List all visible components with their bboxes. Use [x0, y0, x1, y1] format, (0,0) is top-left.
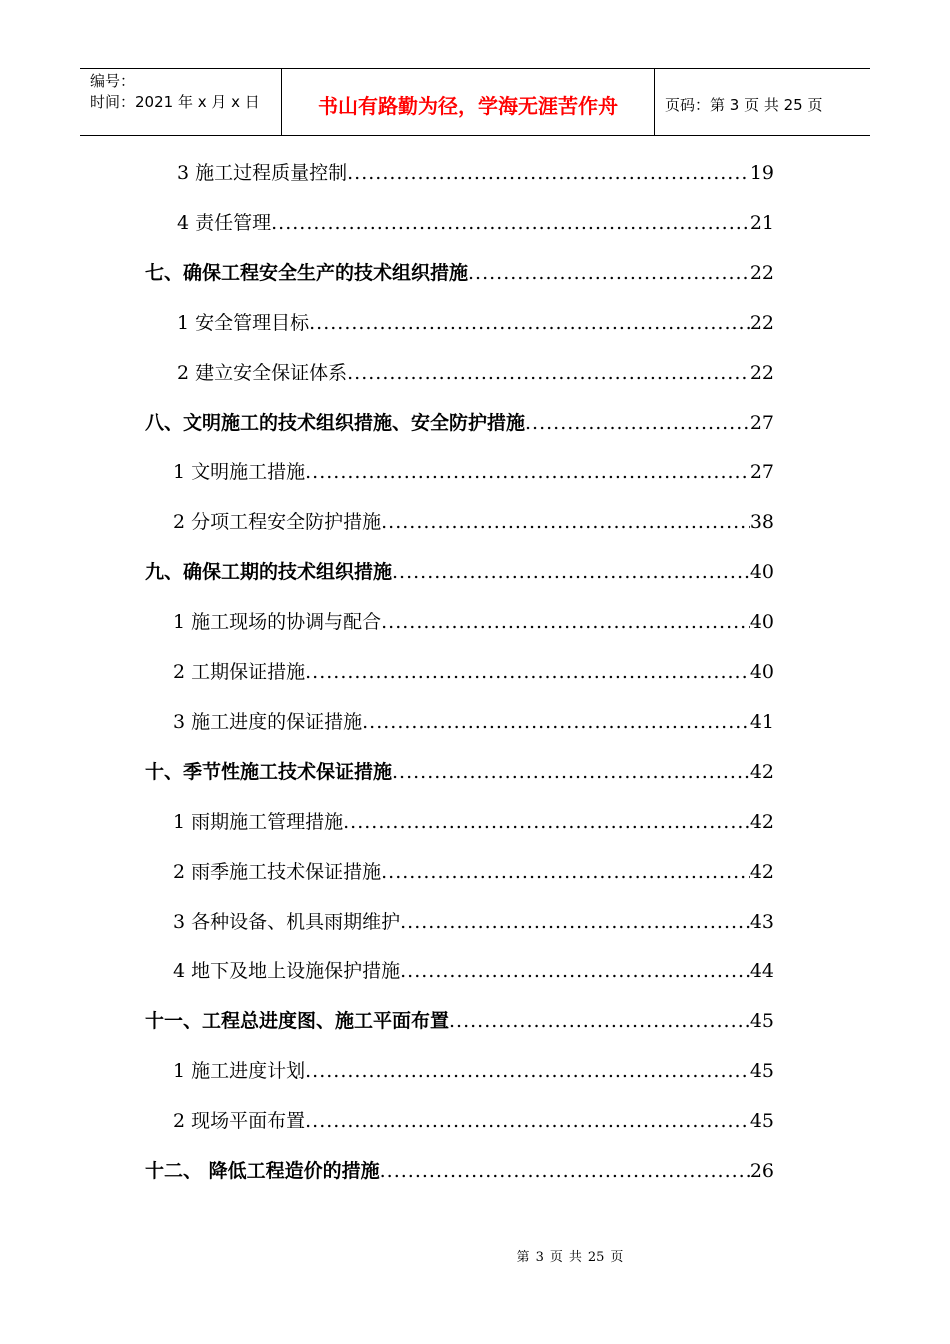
toc-entry-title: 2 工期保证措施 [173, 661, 306, 683]
toc-section-entry[interactable] [173, 657, 774, 687]
toc-entry-title: 4 地下及地上设施保护措施 [173, 960, 401, 982]
page-header [80, 68, 870, 136]
toc-dot-leader [449, 1006, 750, 1036]
toc-dot-leader [362, 707, 750, 737]
toc-chapter-entry[interactable] [145, 1156, 774, 1186]
header-meta [80, 69, 282, 135]
toc-dot-leader [271, 208, 750, 238]
toc-dot-leader [381, 857, 750, 887]
toc-entry-title: 1 安全管理目标 [177, 312, 310, 334]
toc-section-entry[interactable] [177, 308, 774, 338]
toc-entry-page-number: 22 [749, 312, 774, 334]
toc-section-entry[interactable] [173, 807, 774, 837]
toc-dot-leader [381, 507, 750, 537]
toc-entry-page-number: 22 [749, 362, 774, 384]
toc-entry-title: 3 施工过程质量控制 [177, 162, 348, 184]
toc-chapter-entry[interactable] [145, 757, 774, 787]
toc-entry-page-number: 40 [749, 561, 774, 583]
toc-dot-leader [309, 308, 750, 338]
toc-entry-page-number: 42 [749, 761, 774, 783]
footer-total-pages: 25 [587, 1250, 605, 1265]
toc-dot-leader [525, 408, 750, 438]
toc-chapter-entry[interactable] [145, 1006, 774, 1036]
toc-entry-title: 2 现场平面布置 [173, 1110, 306, 1132]
header-page-info: 页码：第 3 页 共 25 页 [665, 95, 823, 114]
toc-entry-title: 2 雨季施工技术保证措施 [173, 861, 382, 883]
toc-entry-page-number: 19 [749, 162, 774, 184]
toc-entry-page-number: 27 [749, 461, 774, 483]
toc-dot-leader [305, 1106, 750, 1136]
date-label: 时间：2021 年 x 月 x 日 [90, 93, 260, 111]
footer-ye-2: 页 [610, 1250, 624, 1265]
toc-section-entry[interactable] [173, 507, 774, 537]
toc-entry-title: 1 施工进度计划 [173, 1060, 306, 1082]
toc-entry-page-number: 26 [749, 1160, 774, 1182]
toc-section-entry[interactable] [173, 607, 774, 637]
toc-entry-page-number: 45 [749, 1110, 774, 1132]
toc-entry-page-number: 40 [749, 661, 774, 683]
toc-dot-leader [381, 607, 750, 637]
toc-entry-page-number: 22 [749, 262, 774, 284]
toc-chapter-entry[interactable] [145, 258, 774, 288]
toc-section-entry[interactable] [173, 857, 774, 887]
toc-entry-page-number: 45 [749, 1060, 774, 1082]
toc-entry-page-number: 43 [749, 911, 774, 933]
toc-section-entry[interactable] [177, 158, 774, 188]
toc-section-entry[interactable] [177, 358, 774, 388]
toc-entry-title: 4 责任管理 [177, 212, 272, 234]
toc-entry-page-number: 45 [749, 1010, 774, 1032]
footer-gong: 共 [568, 1250, 582, 1265]
toc-section-entry[interactable] [173, 907, 774, 937]
toc-entry-title: 2 建立安全保证体系 [177, 362, 348, 384]
toc-entry-title: 十一、工程总进度图、施工平面布置 [145, 1010, 450, 1032]
number-label: 编号： [90, 72, 136, 90]
toc-dot-leader [305, 1056, 750, 1086]
toc-dot-leader [392, 757, 750, 787]
toc-dot-leader [380, 1156, 750, 1186]
toc-dot-leader [343, 807, 750, 837]
toc-dot-leader [400, 907, 750, 937]
toc-dot-leader [392, 557, 750, 587]
toc-entry-title: 1 雨期施工管理措施 [173, 811, 344, 833]
toc-entry-title: 九、确保工期的技术组织措施 [145, 561, 393, 583]
toc-dot-leader [400, 956, 750, 986]
toc-dot-leader [468, 258, 750, 288]
toc-entry-page-number: 40 [749, 611, 774, 633]
toc-dot-leader [347, 358, 750, 388]
toc-section-entry[interactable] [177, 208, 774, 238]
toc-entry-page-number: 38 [749, 511, 774, 533]
toc-entry-page-number: 21 [749, 212, 774, 234]
footer-ye: 页 [549, 1250, 563, 1265]
toc-section-entry[interactable] [173, 1056, 774, 1086]
footer-current-page: 3 [535, 1250, 544, 1265]
toc-chapter-entry[interactable] [145, 557, 774, 587]
toc-entry-title: 八、文明施工的技术组织措施、安全防护措施 [145, 412, 526, 434]
header-motto: 书山有路勤为径，学海无涯苦作舟 [282, 69, 655, 135]
toc-dot-leader [305, 457, 750, 487]
toc-entry-title: 七、确保工程安全生产的技术组织措施 [145, 262, 469, 284]
toc-entry-page-number: 42 [749, 861, 774, 883]
toc-entry-page-number: 41 [749, 711, 774, 733]
toc-section-entry[interactable] [173, 457, 774, 487]
toc-entry-title: 1 施工现场的协调与配合 [173, 611, 382, 633]
toc-entry-page-number: 44 [749, 960, 774, 982]
toc-entry-title: 1 文明施工措施 [173, 461, 306, 483]
toc-entry-page-number: 27 [749, 412, 774, 434]
toc-entry-page-number: 42 [749, 811, 774, 833]
toc-chapter-entry[interactable] [145, 408, 774, 438]
toc-entry-title: 2 分项工程安全防护措施 [173, 511, 382, 533]
page-footer [0, 1246, 950, 1265]
toc-dot-leader [305, 657, 750, 687]
toc-entry-title: 十、季节性施工技术保证措施 [145, 761, 393, 783]
toc-entry-title: 3 施工进度的保证措施 [173, 711, 363, 733]
footer-di: 第 [516, 1250, 530, 1265]
toc-entry-title: 3 各种设备、机具雨期维护 [173, 911, 401, 933]
toc-section-entry[interactable] [173, 1106, 774, 1136]
toc-dot-leader [347, 158, 750, 188]
toc-entry-title: 十二、 降低工程造价的措施 [145, 1160, 380, 1182]
toc-section-entry[interactable] [173, 707, 774, 737]
toc-section-entry[interactable] [173, 956, 774, 986]
